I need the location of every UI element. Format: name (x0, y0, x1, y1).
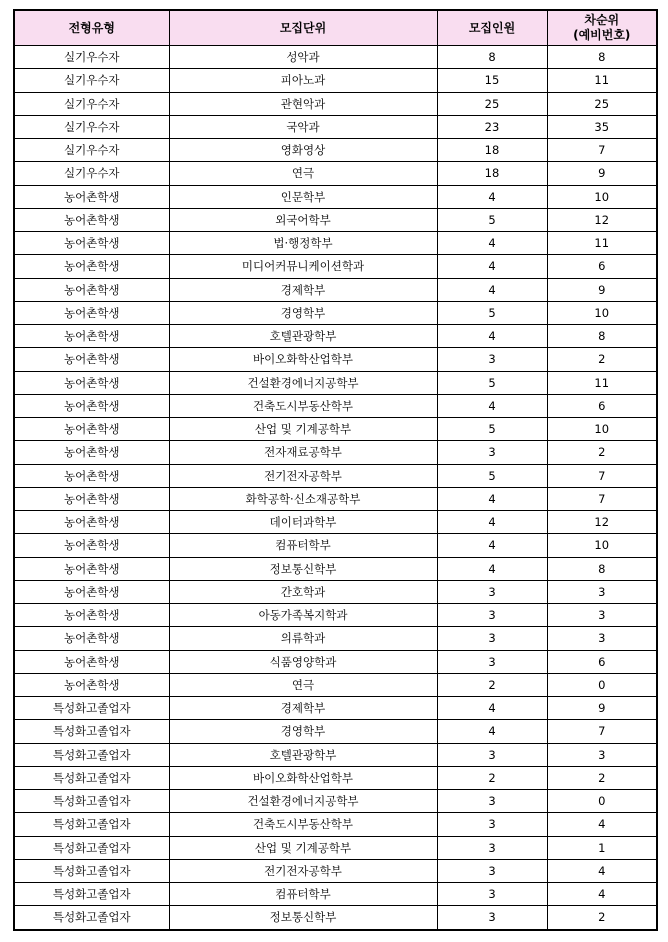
header-waitlist-rank-line2: (예비번호) (573, 28, 631, 42)
header-recruit-unit: 모집단위 (169, 10, 437, 46)
cell-recruit-unit: 전기전자공학부 (169, 859, 437, 882)
cell-recruit-unit: 간호학과 (169, 580, 437, 603)
cell-waitlist-rank: 12 (547, 208, 657, 231)
cell-waitlist-rank: 9 (547, 162, 657, 185)
cell-recruit-unit: 미디어커뮤니케이션학과 (169, 255, 437, 278)
cell-admission-type: 특성화고졸업자 (14, 906, 169, 930)
cell-admission-type: 실기우수자 (14, 115, 169, 138)
admission-table (13, 9, 658, 931)
cell-admission-type: 농어촌학생 (14, 325, 169, 348)
cell-recruit-count: 5 (437, 371, 547, 394)
cell-waitlist-rank: 3 (547, 627, 657, 650)
cell-recruit-unit: 전자재료공학부 (169, 441, 437, 464)
cell-recruit-unit: 건설환경에너지공학부 (169, 790, 437, 813)
cell-waitlist-rank: 7 (547, 720, 657, 743)
cell-waitlist-rank: 1 (547, 836, 657, 859)
table-row (14, 162, 657, 185)
cell-waitlist-rank: 6 (547, 394, 657, 417)
cell-admission-type: 특성화고졸업자 (14, 720, 169, 743)
cell-admission-type: 농어촌학생 (14, 371, 169, 394)
cell-recruit-unit: 정보통신학부 (169, 906, 437, 930)
cell-admission-type: 농어촌학생 (14, 255, 169, 278)
cell-recruit-count: 3 (437, 348, 547, 371)
table-row (14, 627, 657, 650)
cell-recruit-unit: 국악과 (169, 115, 437, 138)
cell-recruit-unit: 의류학과 (169, 627, 437, 650)
cell-admission-type: 실기우수자 (14, 92, 169, 115)
cell-waitlist-rank: 11 (547, 232, 657, 255)
cell-recruit-unit: 화학공학·신소재공학부 (169, 487, 437, 510)
cell-admission-type: 특성화고졸업자 (14, 859, 169, 882)
cell-waitlist-rank: 9 (547, 697, 657, 720)
cell-admission-type: 농어촌학생 (14, 394, 169, 417)
cell-recruit-count: 4 (437, 278, 547, 301)
cell-waitlist-rank: 2 (547, 441, 657, 464)
table-row (14, 650, 657, 673)
cell-admission-type: 실기우수자 (14, 162, 169, 185)
cell-admission-type: 농어촌학생 (14, 441, 169, 464)
cell-recruit-count: 18 (437, 139, 547, 162)
cell-admission-type: 특성화고졸업자 (14, 883, 169, 906)
header-row (14, 10, 657, 46)
cell-recruit-unit: 연극 (169, 162, 437, 185)
cell-recruit-count: 4 (437, 325, 547, 348)
cell-waitlist-rank: 7 (547, 139, 657, 162)
cell-recruit-count: 4 (437, 185, 547, 208)
cell-recruit-unit: 경제학부 (169, 278, 437, 301)
cell-recruit-count: 3 (437, 627, 547, 650)
cell-waitlist-rank: 3 (547, 743, 657, 766)
cell-admission-type: 실기우수자 (14, 69, 169, 92)
table-row (14, 278, 657, 301)
header-admission-type: 전형유형 (14, 10, 169, 46)
table-row (14, 534, 657, 557)
table-row (14, 255, 657, 278)
cell-recruit-unit: 컴퓨터학부 (169, 883, 437, 906)
cell-recruit-count: 3 (437, 859, 547, 882)
cell-recruit-count: 4 (437, 697, 547, 720)
cell-recruit-count: 4 (437, 511, 547, 534)
cell-waitlist-rank: 7 (547, 464, 657, 487)
cell-recruit-unit: 건축도시부동산학부 (169, 813, 437, 836)
cell-recruit-unit: 건설환경에너지공학부 (169, 371, 437, 394)
table-row (14, 208, 657, 231)
cell-recruit-count: 25 (437, 92, 547, 115)
cell-waitlist-rank: 0 (547, 790, 657, 813)
cell-admission-type: 특성화고졸업자 (14, 697, 169, 720)
cell-recruit-count: 4 (437, 557, 547, 580)
cell-admission-type: 실기우수자 (14, 46, 169, 69)
cell-recruit-unit: 성악과 (169, 46, 437, 69)
cell-waitlist-rank: 8 (547, 46, 657, 69)
cell-admission-type: 농어촌학생 (14, 627, 169, 650)
cell-recruit-unit: 경제학부 (169, 697, 437, 720)
cell-recruit-count: 5 (437, 418, 547, 441)
cell-waitlist-rank: 10 (547, 534, 657, 557)
table-body (14, 46, 657, 930)
table-row (14, 511, 657, 534)
cell-recruit-unit: 인문학부 (169, 185, 437, 208)
cell-waitlist-rank: 2 (547, 348, 657, 371)
cell-admission-type: 농어촌학생 (14, 557, 169, 580)
cell-recruit-count: 4 (437, 487, 547, 510)
cell-recruit-unit: 호텔관광학부 (169, 325, 437, 348)
cell-waitlist-rank: 11 (547, 371, 657, 394)
cell-recruit-unit: 아동가족복지학과 (169, 604, 437, 627)
cell-recruit-count: 4 (437, 255, 547, 278)
cell-admission-type: 농어촌학생 (14, 185, 169, 208)
table-row (14, 69, 657, 92)
cell-admission-type: 농어촌학생 (14, 348, 169, 371)
cell-recruit-count: 3 (437, 813, 547, 836)
cell-admission-type: 농어촌학생 (14, 464, 169, 487)
table-row (14, 139, 657, 162)
cell-waitlist-rank: 2 (547, 766, 657, 789)
cell-recruit-count: 3 (437, 441, 547, 464)
table-row (14, 720, 657, 743)
cell-recruit-unit: 피아노과 (169, 69, 437, 92)
cell-admission-type: 특성화고졸업자 (14, 836, 169, 859)
cell-admission-type: 농어촌학생 (14, 534, 169, 557)
cell-recruit-unit: 데이터과학부 (169, 511, 437, 534)
cell-waitlist-rank: 9 (547, 278, 657, 301)
cell-recruit-unit: 경영학부 (169, 301, 437, 324)
table-row (14, 883, 657, 906)
cell-recruit-unit: 바이오화학산업학부 (169, 766, 437, 789)
cell-recruit-count: 5 (437, 301, 547, 324)
cell-waitlist-rank: 7 (547, 487, 657, 510)
cell-waitlist-rank: 3 (547, 580, 657, 603)
cell-admission-type: 농어촌학생 (14, 418, 169, 441)
cell-admission-type: 농어촌학생 (14, 650, 169, 673)
table-row (14, 697, 657, 720)
table-row (14, 766, 657, 789)
cell-recruit-count: 18 (437, 162, 547, 185)
cell-recruit-count: 3 (437, 650, 547, 673)
cell-admission-type: 특성화고졸업자 (14, 813, 169, 836)
cell-admission-type: 농어촌학생 (14, 487, 169, 510)
cell-recruit-unit: 산업 및 기계공학부 (169, 836, 437, 859)
cell-admission-type: 특성화고졸업자 (14, 766, 169, 789)
cell-waitlist-rank: 10 (547, 418, 657, 441)
cell-recruit-unit: 관현악과 (169, 92, 437, 115)
cell-recruit-count: 5 (437, 208, 547, 231)
cell-admission-type: 농어촌학생 (14, 604, 169, 627)
table-row (14, 906, 657, 930)
table-row (14, 441, 657, 464)
cell-recruit-unit: 바이오화학산업학부 (169, 348, 437, 371)
cell-recruit-count: 23 (437, 115, 547, 138)
cell-admission-type: 실기우수자 (14, 139, 169, 162)
cell-recruit-count: 3 (437, 604, 547, 627)
cell-waitlist-rank: 11 (547, 69, 657, 92)
cell-waitlist-rank: 25 (547, 92, 657, 115)
table-header (14, 10, 657, 46)
cell-admission-type: 농어촌학생 (14, 232, 169, 255)
cell-admission-type: 특성화고졸업자 (14, 790, 169, 813)
table-row (14, 185, 657, 208)
table-row (14, 92, 657, 115)
table-row (14, 673, 657, 696)
cell-recruit-unit: 외국어학부 (169, 208, 437, 231)
cell-recruit-count: 3 (437, 836, 547, 859)
cell-recruit-count: 4 (437, 720, 547, 743)
table-row (14, 464, 657, 487)
cell-waitlist-rank: 8 (547, 557, 657, 580)
cell-recruit-count: 3 (437, 790, 547, 813)
table-row (14, 859, 657, 882)
table-row (14, 580, 657, 603)
cell-recruit-unit: 산업 및 기계공학부 (169, 418, 437, 441)
table-row (14, 348, 657, 371)
table-row (14, 790, 657, 813)
cell-waitlist-rank: 10 (547, 185, 657, 208)
cell-recruit-count: 2 (437, 766, 547, 789)
table-row (14, 301, 657, 324)
cell-waitlist-rank: 8 (547, 325, 657, 348)
cell-recruit-count: 15 (437, 69, 547, 92)
table-row (14, 813, 657, 836)
cell-recruit-count: 3 (437, 906, 547, 930)
table-row (14, 836, 657, 859)
cell-waitlist-rank: 12 (547, 511, 657, 534)
header-recruit-count: 모집인원 (437, 10, 547, 46)
cell-admission-type: 농어촌학생 (14, 511, 169, 534)
cell-recruit-unit: 호텔관광학부 (169, 743, 437, 766)
cell-admission-type: 농어촌학생 (14, 673, 169, 696)
cell-waitlist-rank: 4 (547, 883, 657, 906)
cell-recruit-unit: 정보통신학부 (169, 557, 437, 580)
table-row (14, 232, 657, 255)
cell-recruit-count: 4 (437, 534, 547, 557)
table-row (14, 394, 657, 417)
cell-recruit-count: 5 (437, 464, 547, 487)
cell-recruit-unit: 건축도시부동산학부 (169, 394, 437, 417)
cell-recruit-count: 8 (437, 46, 547, 69)
cell-waitlist-rank: 6 (547, 255, 657, 278)
table-row (14, 418, 657, 441)
cell-waitlist-rank: 35 (547, 115, 657, 138)
table-row (14, 557, 657, 580)
cell-recruit-count: 4 (437, 394, 547, 417)
table-row (14, 371, 657, 394)
table-row (14, 46, 657, 69)
table-row (14, 325, 657, 348)
table-row (14, 115, 657, 138)
cell-recruit-unit: 영화영상 (169, 139, 437, 162)
header-waitlist-rank-line1: 차순위 (584, 13, 620, 27)
cell-admission-type: 농어촌학생 (14, 301, 169, 324)
cell-recruit-count: 2 (437, 673, 547, 696)
cell-recruit-count: 3 (437, 580, 547, 603)
document-page (13, 9, 656, 931)
cell-recruit-count: 3 (437, 743, 547, 766)
cell-waitlist-rank: 4 (547, 813, 657, 836)
cell-admission-type: 특성화고졸업자 (14, 743, 169, 766)
cell-recruit-unit: 경영학부 (169, 720, 437, 743)
cell-waitlist-rank: 2 (547, 906, 657, 930)
cell-recruit-unit: 전기전자공학부 (169, 464, 437, 487)
cell-recruit-count: 3 (437, 883, 547, 906)
cell-recruit-unit: 식품영양학과 (169, 650, 437, 673)
cell-waitlist-rank: 6 (547, 650, 657, 673)
cell-recruit-unit: 법·행정학부 (169, 232, 437, 255)
cell-waitlist-rank: 3 (547, 604, 657, 627)
cell-recruit-unit: 컴퓨터학부 (169, 534, 437, 557)
cell-admission-type: 농어촌학생 (14, 580, 169, 603)
cell-waitlist-rank: 0 (547, 673, 657, 696)
cell-admission-type: 농어촌학생 (14, 208, 169, 231)
cell-waitlist-rank: 10 (547, 301, 657, 324)
cell-waitlist-rank: 4 (547, 859, 657, 882)
table-row (14, 743, 657, 766)
cell-recruit-unit: 연극 (169, 673, 437, 696)
cell-admission-type: 농어촌학생 (14, 278, 169, 301)
cell-recruit-count: 4 (437, 232, 547, 255)
table-row (14, 604, 657, 627)
table-row (14, 487, 657, 510)
header-waitlist-rank (547, 10, 657, 46)
